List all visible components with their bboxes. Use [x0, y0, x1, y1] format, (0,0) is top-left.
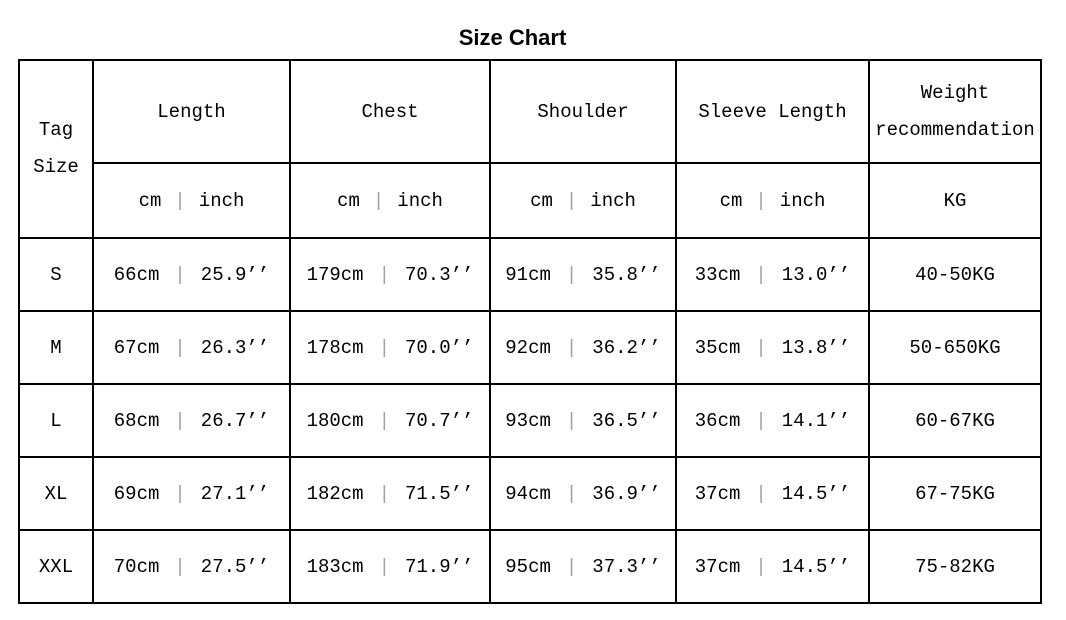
- header-units-row: [19, 163, 1041, 238]
- value-separator: |: [755, 482, 767, 505]
- value-separator: |: [755, 336, 767, 359]
- value-separator: |: [755, 263, 767, 286]
- value-separator: |: [755, 409, 767, 432]
- cm-value: 35cm: [694, 336, 741, 359]
- value-separator: |: [565, 336, 578, 359]
- value-separator: |: [565, 482, 578, 505]
- table-row-xl: [19, 457, 1041, 530]
- value-separator: |: [174, 482, 186, 505]
- chest-cell: [290, 238, 490, 311]
- column-header-length: Length: [93, 60, 290, 163]
- cm-value: 178cm: [306, 336, 364, 359]
- cm-value: 94cm: [505, 482, 551, 505]
- sleeve-length-cell: [676, 384, 869, 457]
- value-separator: |: [565, 263, 578, 286]
- weight-cell: 40-50KG: [869, 238, 1041, 311]
- unit-inch-label: inch: [779, 189, 826, 212]
- inch-value: 70.7’’: [405, 409, 474, 432]
- table-row-s: [19, 238, 1041, 311]
- shoulder-cell: [490, 384, 676, 457]
- size-chart-table: [18, 59, 1042, 604]
- inch-value: 35.8’’: [592, 263, 661, 286]
- unit-inch-label: inch: [590, 189, 636, 212]
- inch-value: 27.1’’: [200, 482, 270, 505]
- unit-cm-label: cm: [138, 189, 162, 212]
- inch-value: 36.5’’: [592, 409, 661, 432]
- unit-header-sleeve-length: [676, 163, 869, 238]
- inch-value: 14.5’’: [781, 555, 851, 578]
- unit-cm-label: cm: [530, 189, 553, 212]
- table-row-l: [19, 384, 1041, 457]
- sleeve-length-cell: [676, 530, 869, 603]
- column-header-sleeve-length: Sleeve Length: [676, 60, 869, 163]
- value-separator: |: [565, 555, 578, 578]
- chest-cell: [290, 311, 490, 384]
- cm-value: 33cm: [694, 263, 741, 286]
- value-separator: |: [755, 555, 767, 578]
- weight-cell: 60-67KG: [869, 384, 1041, 457]
- inch-value: 13.0’’: [781, 263, 851, 286]
- value-separator: |: [174, 263, 186, 286]
- length-cell: [93, 530, 290, 603]
- length-cell: [93, 238, 290, 311]
- cm-value: 69cm: [113, 482, 160, 505]
- unit-separator: |: [755, 189, 767, 212]
- weight-cell: 75-82KG: [869, 530, 1041, 603]
- cm-value: 91cm: [505, 263, 551, 286]
- column-header-weight: [869, 60, 1041, 163]
- inch-value: 71.9’’: [405, 555, 474, 578]
- table-row-m: [19, 311, 1041, 384]
- cm-value: 92cm: [505, 336, 551, 359]
- unit-header-chest: [290, 163, 490, 238]
- value-separator: |: [378, 482, 390, 505]
- length-cell: [93, 311, 290, 384]
- sleeve-length-cell: [676, 238, 869, 311]
- value-separator: |: [174, 409, 186, 432]
- inch-value: 26.7’’: [200, 409, 270, 432]
- cm-value: 37cm: [694, 555, 741, 578]
- shoulder-cell: [490, 457, 676, 530]
- unit-separator: |: [372, 189, 385, 212]
- value-separator: |: [378, 336, 390, 359]
- value-separator: |: [174, 336, 186, 359]
- inch-value: 13.8’’: [781, 336, 851, 359]
- value-separator: |: [378, 409, 390, 432]
- shoulder-cell: [490, 530, 676, 603]
- column-header-chest: Chest: [290, 60, 490, 163]
- chest-cell: [290, 384, 490, 457]
- header-group-row: [19, 60, 1041, 163]
- size-label: M: [19, 311, 93, 384]
- sleeve-length-cell: [676, 457, 869, 530]
- sleeve-length-cell: [676, 311, 869, 384]
- size-label: XXL: [19, 530, 93, 603]
- length-cell: [93, 457, 290, 530]
- unit-inch-label: inch: [198, 189, 245, 212]
- cm-value: 37cm: [694, 482, 741, 505]
- weight-header-line2: recommendation: [875, 118, 1035, 141]
- weight-cell: 50-650KG: [869, 311, 1041, 384]
- size-label: XL: [19, 457, 93, 530]
- unit-inch-label: inch: [397, 189, 443, 212]
- cm-value: 183cm: [306, 555, 364, 578]
- inch-value: 26.3’’: [200, 336, 270, 359]
- column-header-shoulder: Shoulder: [490, 60, 676, 163]
- cm-value: 67cm: [113, 336, 160, 359]
- cm-value: 179cm: [306, 263, 364, 286]
- inch-value: 27.5’’: [200, 555, 270, 578]
- shoulder-cell: [490, 238, 676, 311]
- unit-cm-label: cm: [337, 189, 360, 212]
- inch-value: 70.3’’: [405, 263, 474, 286]
- size-label: L: [19, 384, 93, 457]
- inch-value: 71.5’’: [405, 482, 474, 505]
- tag-size-line2: Size: [33, 156, 79, 178]
- inch-value: 70.0’’: [405, 336, 474, 359]
- value-separator: |: [378, 555, 390, 578]
- tag-size-header: [19, 60, 93, 238]
- shoulder-cell: [490, 311, 676, 384]
- cm-value: 68cm: [113, 409, 160, 432]
- value-separator: |: [378, 263, 390, 286]
- length-cell: [93, 384, 290, 457]
- unit-separator: |: [565, 189, 578, 212]
- cm-value: 66cm: [113, 263, 160, 286]
- inch-value: 25.9’’: [200, 263, 270, 286]
- weight-header-line1: Weight: [920, 81, 990, 104]
- page-title: Size Chart: [458, 25, 567, 50]
- cm-value: 180cm: [306, 409, 364, 432]
- unit-header-weight: KG: [869, 163, 1041, 238]
- chest-cell: [290, 530, 490, 603]
- tag-size-line1: Tag: [38, 119, 74, 141]
- cm-value: 36cm: [694, 409, 741, 432]
- inch-value: 36.9’’: [592, 482, 661, 505]
- cm-value: 182cm: [306, 482, 364, 505]
- unit-header-shoulder: [490, 163, 676, 238]
- cm-value: 93cm: [505, 409, 551, 432]
- inch-value: 14.5’’: [781, 482, 851, 505]
- value-separator: |: [565, 409, 578, 432]
- weight-cell: 67-75KG: [869, 457, 1041, 530]
- inch-value: 14.1’’: [781, 409, 851, 432]
- unit-cm-label: cm: [719, 189, 743, 212]
- unit-header-length: [93, 163, 290, 238]
- cm-value: 95cm: [505, 555, 551, 578]
- table-row-xxl: [19, 530, 1041, 603]
- value-separator: |: [174, 555, 186, 578]
- unit-separator: |: [174, 189, 186, 212]
- inch-value: 37.3’’: [592, 555, 661, 578]
- cm-value: 70cm: [113, 555, 160, 578]
- chest-cell: [290, 457, 490, 530]
- size-label: S: [19, 238, 93, 311]
- inch-value: 36.2’’: [592, 336, 661, 359]
